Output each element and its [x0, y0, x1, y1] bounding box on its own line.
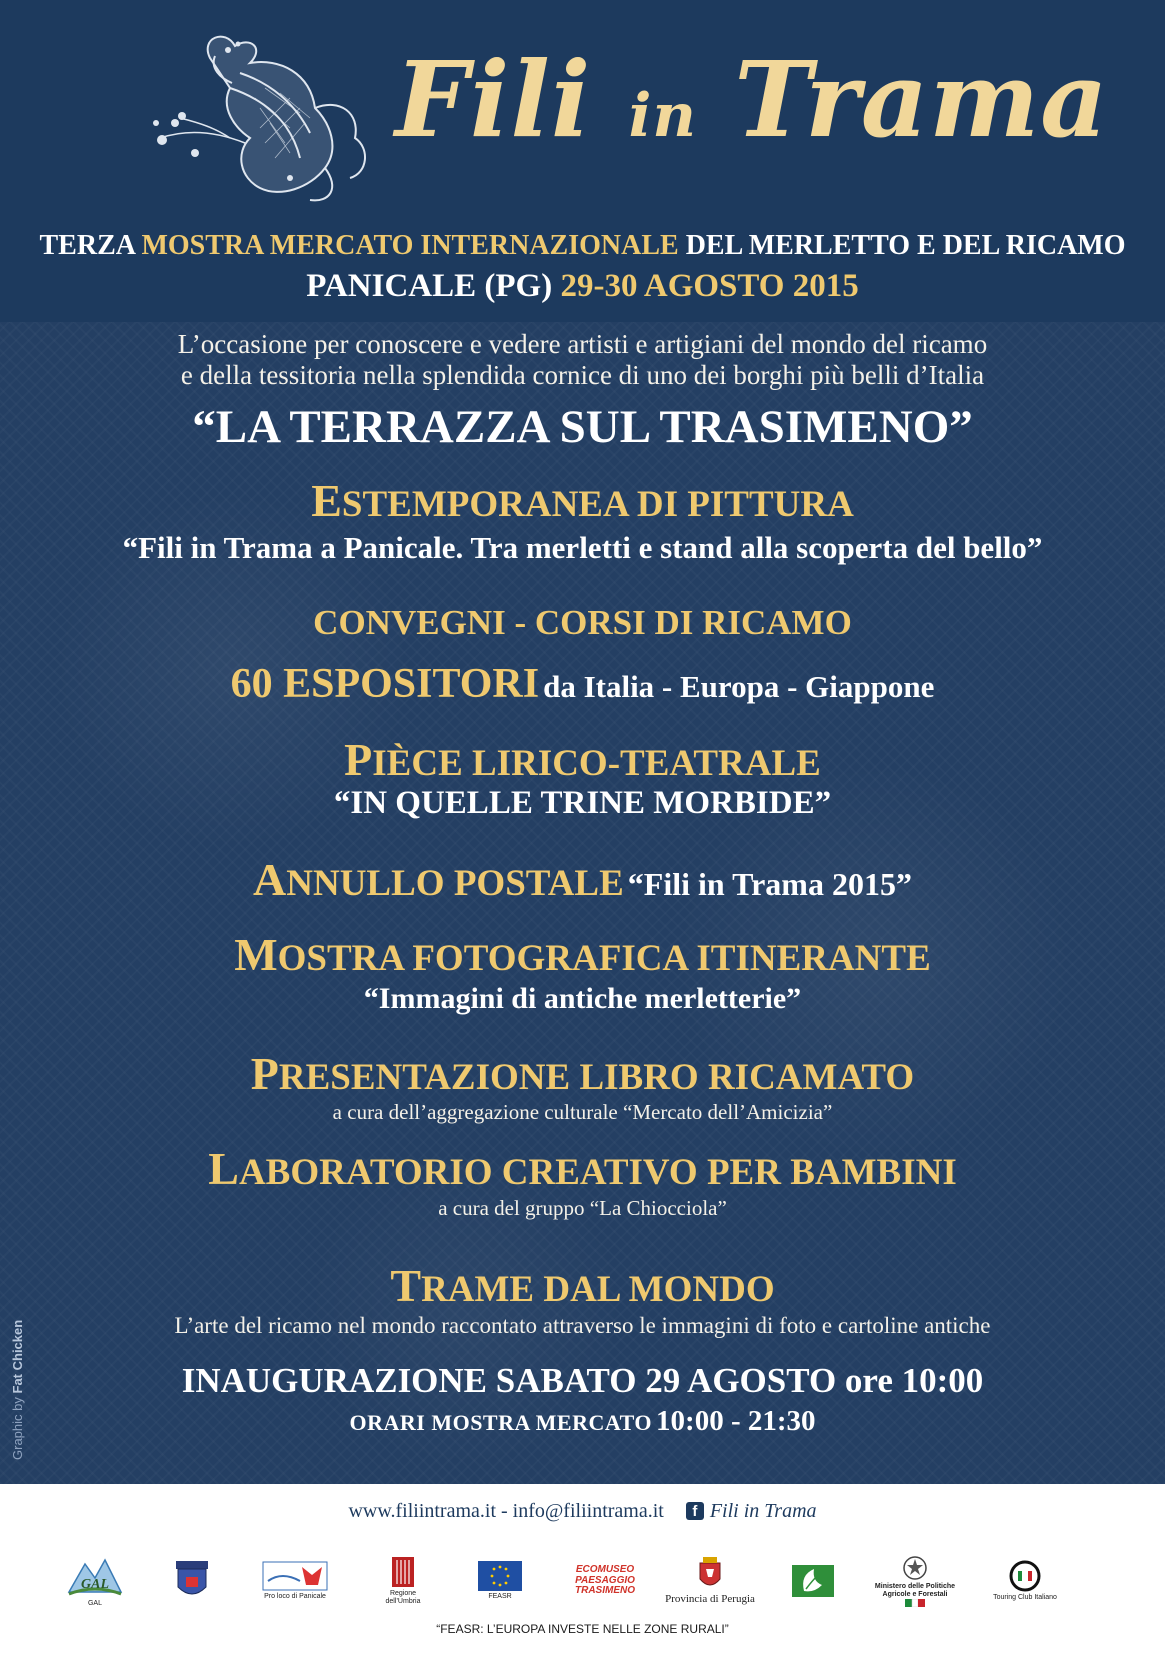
trame-rest: RAME DAL MONDO — [421, 1269, 775, 1310]
gal-mountains-icon — [65, 1554, 125, 1598]
piece-subtitle: “IN QUELLE TRINE MORBIDE” — [333, 785, 832, 821]
annullo-heading — [0, 853, 1165, 906]
touring-club-logo — [990, 1548, 1060, 1614]
event-subtitle — [0, 230, 1165, 262]
credit-prefix: Graphic by — [10, 1397, 25, 1460]
svg-text:GAL: GAL — [81, 1577, 109, 1593]
coat-of-arms-icon — [174, 1559, 210, 1603]
present-cap: P — [250, 1048, 279, 1099]
contacts-web-email[interactable]: www.filiintrama.it - info@filiintrama.it — [348, 1500, 664, 1522]
provincia-perugia-caption: Provincia di Perugia — [665, 1592, 755, 1605]
estemporanea-heading — [0, 474, 1165, 527]
contacts-line — [0, 1500, 1165, 1523]
convegni-heading: CONVEGNI - CORSI DI RICAMO — [313, 603, 852, 642]
eu-flag-icon — [478, 1561, 522, 1591]
comune-coat-of-arms — [170, 1548, 214, 1614]
piece-cap: P — [344, 734, 373, 785]
trame-subtitle: L’arte del ricamo nel mondo raccontato attraverso le immagini di foto e cartoline antiche — [174, 1313, 991, 1338]
laboratorio-subtitle: a cura del gruppo “La Chiocciola” — [438, 1196, 727, 1220]
estemp-rest: STEMPORANEA DI PITTURA — [341, 484, 854, 525]
lab-cap: L — [208, 1143, 239, 1194]
intro-line-2: e della tessitoria nella splendida cornice di uno dei borghi più belli d’Italia — [180, 360, 985, 390]
event-dates: 29-30 AGOSTO 2015 — [560, 268, 859, 304]
annullo-cap: A — [253, 854, 287, 905]
facebook-icon[interactable]: f — [686, 1502, 704, 1520]
ecomuseo-logo — [565, 1548, 645, 1614]
pro-loco-icon — [262, 1561, 328, 1591]
gal-logo — [60, 1548, 130, 1614]
ministero-logo — [870, 1548, 960, 1614]
laboratorio-heading — [0, 1142, 1165, 1195]
espositori-line — [0, 660, 1165, 708]
italian-flag-icon — [905, 1599, 925, 1607]
graphic-credit — [10, 1220, 34, 1460]
italian-emblem-icon — [902, 1555, 928, 1581]
credit-author: Fat Chicken — [10, 1319, 25, 1394]
presentazione-heading — [0, 1047, 1165, 1100]
regione-umbria-caption: Regione dell’Umbria — [385, 1590, 421, 1605]
inaugurazione: INAUGURAZIONE SABATO 29 AGOSTO ore 10:00 — [181, 1361, 984, 1400]
espositori-origin: da Italia - Europa - Giappone — [543, 669, 935, 704]
mostra-heading — [0, 928, 1165, 981]
leader-logo — [788, 1548, 838, 1614]
logo-word-fili: Fili — [395, 38, 592, 161]
opening-hours — [0, 1405, 1165, 1438]
piece-heading — [0, 733, 1165, 786]
intro-line-1: L’occasione per conoscere e vedere artisti e artigiani del mondo del ricamo — [177, 329, 988, 359]
event-place: PANICALE (PG) — [306, 268, 553, 304]
sponsor-logos — [60, 1548, 1120, 1618]
trame-cap: T — [390, 1260, 422, 1311]
terrazza-heading: “LA TERRAZZA SUL TRASIMENO” — [192, 401, 973, 453]
logo-title — [395, 38, 1109, 161]
subtitle-merletto: DEL MERLETTO E DEL RICAMO — [685, 230, 1126, 261]
leader-icon — [792, 1565, 834, 1597]
subtitle-mostra: MOSTRA MERCATO INTERNAZIONALE — [141, 230, 679, 261]
provincia-perugia-icon — [697, 1557, 723, 1591]
logo-word-trama: Trama — [734, 38, 1109, 161]
provincia-perugia-logo — [660, 1548, 760, 1614]
subtitle-terza: TERZA — [39, 230, 135, 261]
ecomuseo-label: ECOMUSEO PAESAGGIO TRASIMENO — [575, 1564, 635, 1597]
opening-hours-label: ORARI MOSTRA MERCATO — [349, 1410, 653, 1435]
opening-hours-time: 10:00 - 21:30 — [656, 1405, 816, 1437]
regione-umbria-icon — [391, 1556, 415, 1588]
lab-rest: ABORATORIO CREATIVO PER BAMBINI — [238, 1152, 957, 1193]
present-rest: RESENTAZIONE LIBRO RICAMATO — [278, 1057, 915, 1098]
regione-umbria-logo — [378, 1548, 428, 1614]
feasr-note: “FEASR: L’EUROPA INVESTE NELLE ZONE RURALI” — [436, 1622, 729, 1636]
gal-caption: GAL — [87, 1600, 102, 1608]
trame-heading — [0, 1259, 1165, 1312]
ministero-caption: Ministero delle Politiche Agricole e Forestali — [874, 1583, 956, 1598]
touring-club-caption: Touring Club Italiano — [993, 1594, 1057, 1602]
annullo-quote: “Fili in Trama 2015” — [627, 866, 912, 902]
espositori-count: 60 ESPOSITORI — [230, 661, 540, 707]
eu-feasr-logo — [465, 1548, 535, 1614]
annullo-rest: NNULLO POSTALE — [286, 863, 624, 904]
pro-loco-caption: Pro loco di Panicale — [264, 1593, 326, 1601]
lace-bird-emblem-icon — [140, 28, 380, 208]
presentazione-subtitle: a cura dell’aggregazione culturale “Mercato dell’Amicizia” — [332, 1100, 833, 1124]
pro-loco-logo — [260, 1548, 330, 1614]
mostra-cap: M — [234, 929, 278, 980]
piece-rest: IÈCE LIRICO-TEATRALE — [372, 743, 821, 784]
estemp-cap: E — [311, 475, 342, 526]
eu-feasr-caption: FEASR — [488, 1593, 512, 1601]
event-place-dates — [0, 268, 1165, 305]
facebook-page-link[interactable]: Fili in Trama — [709, 1500, 817, 1522]
mostra-subtitle: “Immagini di antiche merletterie” — [363, 982, 802, 1015]
touring-club-icon — [1009, 1560, 1041, 1592]
estemporanea-subtitle: “Fili in Trama a Panicale. Tra merletti e stand alla scoperta del bello” — [122, 530, 1043, 565]
logo-word-in: in — [628, 81, 697, 151]
mostra-rest: OSTRA FOTOGRAFICA ITINERANTE — [277, 938, 931, 979]
